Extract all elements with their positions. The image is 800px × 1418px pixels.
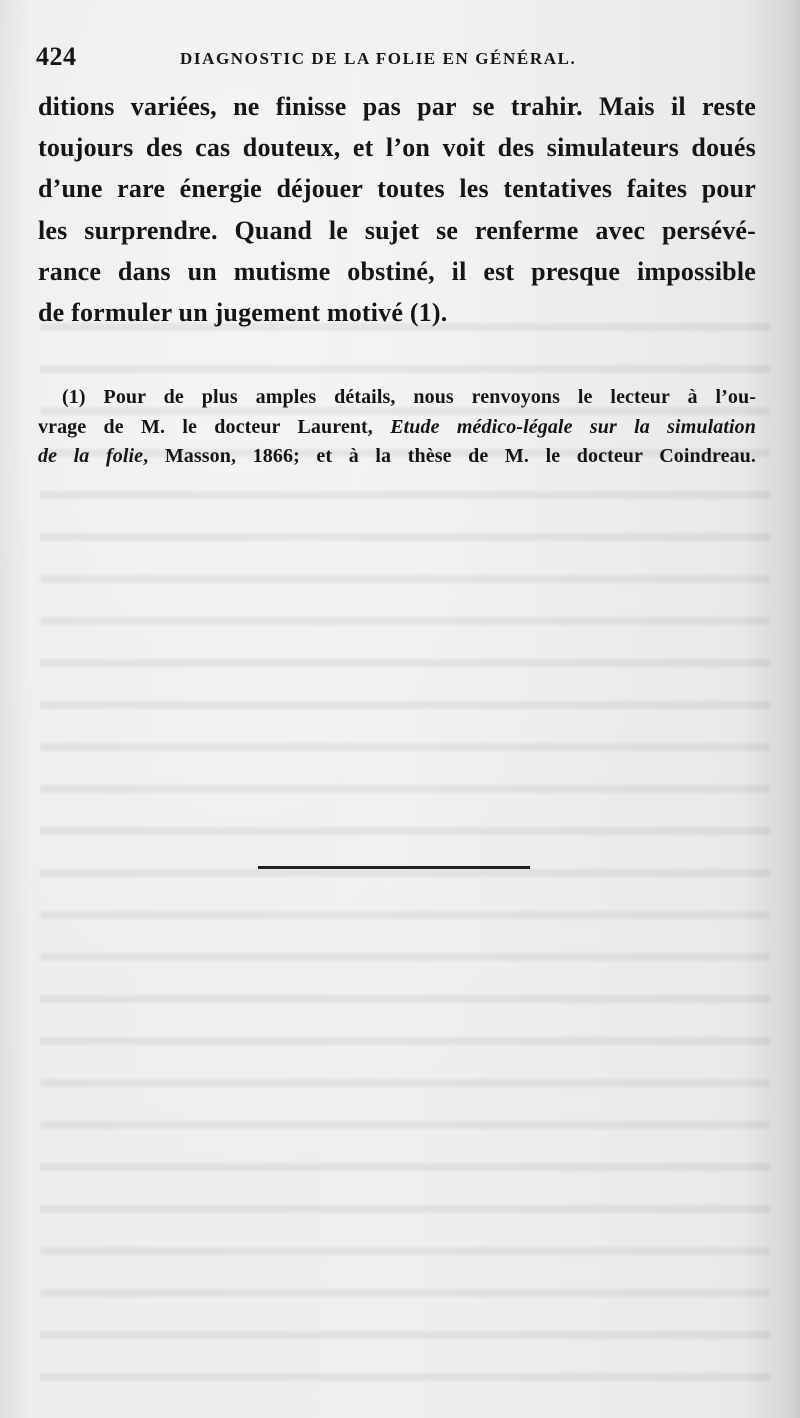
footnote-title-italic-cont: de la folie xyxy=(38,445,144,467)
body-line-6: de formuler un jugement motivé (1). xyxy=(38,297,448,327)
body-line-4: les surprendre. Quand le sujet se renferme avec persévé- xyxy=(38,215,756,245)
body-line-3: d’une rare énergie déjouer toutes les tentatives faites pour xyxy=(38,174,756,204)
footnote-line-1: (1) Pour de plus amples détails, nous renvoyons le lecteur à l’ou- xyxy=(62,386,756,408)
footnote-text: vrage de M. le docteur Laurent, xyxy=(38,415,391,438)
footnote-line-3 xyxy=(38,442,756,472)
footnote-title-italic: Etude médico-légale sur la simulation xyxy=(390,415,756,438)
main-paragraph xyxy=(38,86,756,333)
footnote xyxy=(38,383,756,472)
body-line-2: toujours des cas douteux, et l’on voit des simulateurs doués xyxy=(38,133,756,163)
footnote-text-cont: , Masson, 1866; et à la thèse de M. le docteur Coindreau. xyxy=(143,445,756,467)
section-end-rule xyxy=(258,866,530,869)
running-head: DIAGNOSTIC DE LA FOLIE EN GÉNÉRAL. xyxy=(180,49,577,68)
page-number: 424 xyxy=(36,42,77,71)
body-line-1: ditions variées, ne finisse pas par se trahir. Mais il reste xyxy=(38,92,756,121)
page-header xyxy=(36,42,756,76)
body-line-5: rance dans un mutisme obstiné, il est presque impossible xyxy=(38,256,756,286)
footnote-line-2 xyxy=(38,413,756,443)
